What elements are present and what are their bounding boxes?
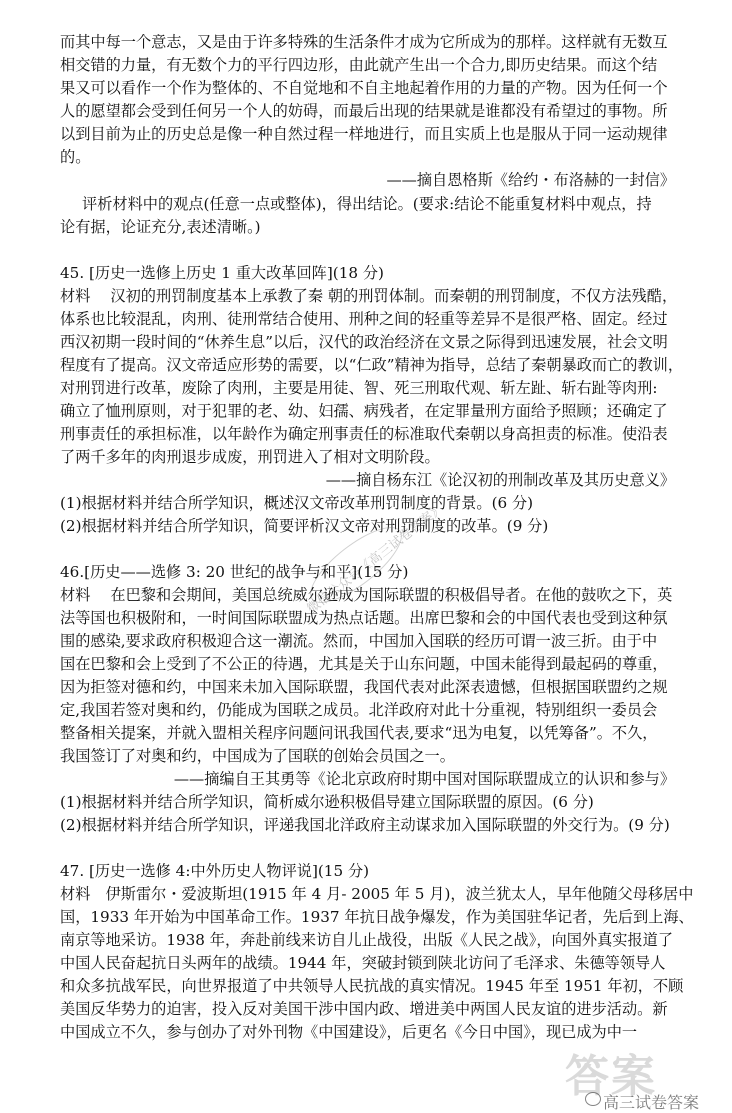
text-line: 南京等地采访。1938 年，奔赴前线来访自儿止战役，出版《人民之战》，向国外真实报道了	[60, 931, 674, 949]
text-line: 人的愿望都会受到任何另一个人的妨碍，而最后出现的结果就是谁都没有希望过的事物。所	[60, 102, 668, 120]
text-line: 程度有了提高。汉文帝适应形势的需要，以“仁政”精神为指导，总结了秦朝暴政而亡的教训，	[60, 356, 684, 374]
question-prompt: 论有据，论证充分,表述清晰。)	[60, 218, 261, 236]
text-line: 中国成立不久，参与创办了对外刊物《中国建设》，后更名《今日中国》，现已成为中一	[60, 1023, 638, 1041]
source-attribution: ——摘编自王其勇等《论北京政府时期中国对国际联盟成立的认识和参与》	[173, 770, 675, 788]
text-line: 而其中每一个意志，又是由于许多特殊的生活条件才成为它所成为的那样。这样就有无数互	[60, 33, 668, 51]
question-heading: 47. [历史一选修 4:中外历史人物评说](15 分)	[60, 862, 370, 880]
text-line: 国，1933 年开始为中国革命工作。1937 年抗日战争爆发，作为美国驻华记者，先后到上海、	[60, 908, 694, 926]
text-line: 整备相关提案，并就入盟相关程序问题问讯我国代表,要求“迅为电复，以凭筹备”。不久，	[60, 724, 658, 742]
text-line: 材料 在巴黎和会期间，美国总统威尔逊成为国际联盟的积极倡导者。在他的鼓吹之下，英	[60, 586, 673, 604]
logo-caption: 高三试卷答案	[603, 1093, 700, 1112]
text-line: 以到目前为止的历史总是像一种自然过程一样地进行，而且实质上也是服从于同一运动规律	[60, 125, 668, 143]
sub-question: (1)根据材料并结合所学知识，概述汉文帝改革刑罚制度的背景。(6 分)	[60, 494, 534, 512]
wechat-icon	[585, 1092, 601, 1106]
text-line: 因为拒签对德和约，中国来未加入国际联盟，我国代表对此深表遗憾，但根据国联盟约之规	[60, 678, 668, 696]
text-line: 围的感染,要求政府积极迎合这一潮流。然而，中国加入国联的经历可谓一波三折。由于中	[60, 632, 658, 650]
source-attribution: ——摘自杨东江《论汉初的刑制改革及其历史意义》	[325, 471, 675, 489]
text-line: 法等国也积极附和，一时间国际联盟成为热点话题。出席巴黎和会的中国代表也受到这种氛	[60, 609, 668, 627]
question-heading: 46.[历史——选修 3: 20 世纪的战争与和平](15 分)	[60, 563, 409, 581]
sub-question: (1)根据材料并结合所学知识，简析威尔逊积极倡导建立国际联盟的原因。(6 分)	[60, 793, 594, 811]
text-line: 相交错的力量，有无数个力的平行四边形，由此就产生出一个合力,即历史结果。而这个结	[60, 56, 658, 74]
sub-question: (2)根据材料并结合所学知识，评递我国北洋政府主动谋求加入国际联盟的外交行为。(9 分)	[60, 816, 670, 834]
text-line: 和众多抗战军民，向世界报道了中共领导人民抗战的真实情况。1945 年至 1951 年初，不顾	[60, 977, 684, 995]
text-line: 的。	[60, 148, 91, 166]
text-line: 我国签订了对奥和约，中国成为了国联的创始会员国之一。	[60, 747, 455, 765]
text-line: 确立了恤刑原则，对于犯罪的老、幼、妇孺、病残者，在定罪量刑方面给予照顾；还确定了	[60, 402, 668, 420]
text-line: 国在巴黎和会上受到了不公正的待遇，尤其是关于山东问题，中国未能得到最起码的尊重，	[60, 655, 668, 673]
text-line: 中国人民奋起抗日头两年的战绩。1944 年，突破封锁到陕北访问了毛泽求、朱德等领导人	[60, 954, 666, 972]
text-line: 刑事责任的承担标准，以年龄作为确定刑事责任的标准取代秦朝以身高担责的标准。使沿表	[60, 425, 668, 443]
text-line: 美国反华势力的迫害，投入反对美国干涉中国内政、增进美中两国人民友谊的进步活动。新	[60, 1000, 668, 1018]
text-line: 对刑罚进行改革，废除了肉刑，主要是用徒、智、死三刑取代观、斩左趾、斩右趾等肉刑:	[60, 379, 658, 397]
text-line: 材料 伊斯雷尔・爱波斯坦(1915 年 4 月- 2005 年 5 月)，波兰犹太人，早年他随父母移居中	[60, 885, 694, 903]
site-logo	[565, 1040, 725, 1112]
sub-question: (2)根据材料并结合所学知识，简要评析汉文帝对刑罚制度的改革。(9 分)	[60, 517, 549, 535]
source-attribution: ——摘自恩格斯《给约・布洛赫的一封信》	[386, 171, 675, 189]
logo-mark: 答案	[565, 1051, 657, 1102]
text-line: 西汉初期一段时间的“休养生息”以后，汉代的政治经济在文景之际得到迅速发展，社会文明	[60, 333, 668, 351]
text-line: 定,我国若签对奥和约，仍能成为国联之成员。北洋政府对此十分重视，特别组织一委员会	[60, 701, 658, 719]
text-line: 材料 汉初的刑罚制度基本上承教了秦 朝的刑罚体制。而秦朝的刑罚制度，不仅方法残酷，	[60, 287, 678, 305]
text-line: 果又可以看作一个作为整体的、不自觉地和不自主地起着作用的力量的产物。因为任何一个	[60, 79, 668, 97]
question-prompt: 评析材料中的观点(任意一点或整体)，得出结论。(要求:结论不能重复材料中观点，持	[82, 195, 652, 213]
question-heading: 45. [历史一选修上历史 1 重大改革回阵](18 分)	[60, 264, 384, 282]
watermark-text: 微信公众号《高三试卷答案》	[304, 501, 447, 618]
text-line: 了两千多年的肉刑退步成废，刑罚进入了相对文明阶段。	[60, 448, 440, 466]
text-line: 体系也比较混乱，肉刑、徒刑常结合使用、刑种之间的轻重等差异不是很严格、固定。经过	[60, 310, 668, 328]
